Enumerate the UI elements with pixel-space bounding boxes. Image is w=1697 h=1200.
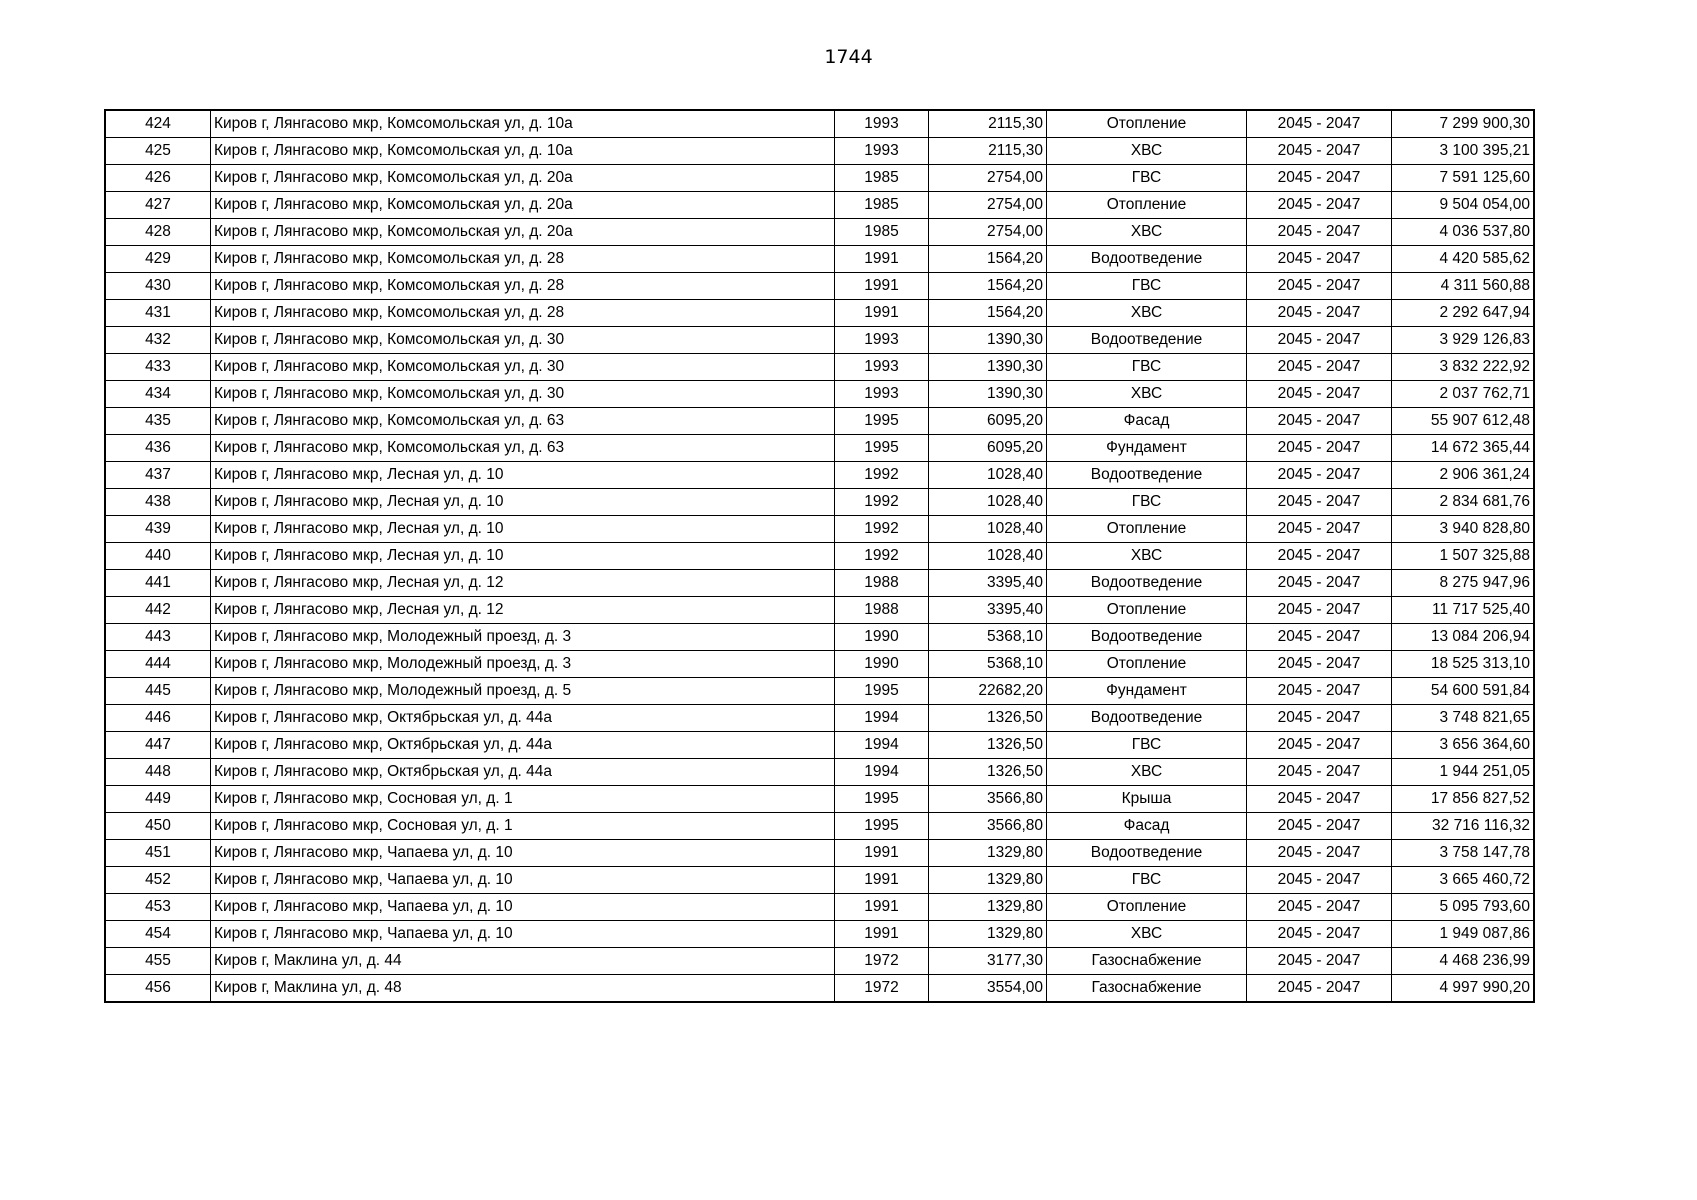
- cost-cell: 5 095 793,60: [1392, 894, 1535, 921]
- cost-cell: 2 834 681,76: [1392, 489, 1535, 516]
- area-cell: 2115,30: [929, 138, 1047, 165]
- work-type-cell: Водоотведение: [1047, 705, 1247, 732]
- year-built-cell: 1995: [835, 435, 929, 462]
- area-cell: 1028,40: [929, 462, 1047, 489]
- table-row: [105, 894, 1534, 921]
- address-cell: Киров г, Лянгасово мкр, Лесная ул, д. 12: [211, 570, 835, 597]
- cost-cell: 14 672 365,44: [1392, 435, 1535, 462]
- table-row: [105, 543, 1534, 570]
- area-cell: 3566,80: [929, 786, 1047, 813]
- work-type-cell: ХВС: [1047, 300, 1247, 327]
- row-number-cell: 445: [105, 678, 211, 705]
- year-built-cell: 1995: [835, 813, 929, 840]
- work-type-cell: Водоотведение: [1047, 840, 1247, 867]
- area-cell: 3395,40: [929, 570, 1047, 597]
- table-row: [105, 975, 1534, 1003]
- row-number-cell: 434: [105, 381, 211, 408]
- period-cell: 2045 - 2047: [1247, 867, 1392, 894]
- table-row: [105, 462, 1534, 489]
- address-cell: Киров г, Лянгасово мкр, Сосновая ул, д. 1: [211, 813, 835, 840]
- year-built-cell: 1992: [835, 462, 929, 489]
- table-row: [105, 381, 1534, 408]
- area-cell: 1390,30: [929, 354, 1047, 381]
- area-cell: 1564,20: [929, 273, 1047, 300]
- area-cell: 1326,50: [929, 705, 1047, 732]
- year-built-cell: 1990: [835, 624, 929, 651]
- row-number-cell: 448: [105, 759, 211, 786]
- address-cell: Киров г, Лянгасово мкр, Комсомольская ул, д. 10а: [211, 138, 835, 165]
- year-built-cell: 1995: [835, 408, 929, 435]
- work-type-cell: ГВС: [1047, 489, 1247, 516]
- year-built-cell: 1991: [835, 867, 929, 894]
- row-number-cell: 439: [105, 516, 211, 543]
- year-built-cell: 1990: [835, 651, 929, 678]
- address-cell: Киров г, Лянгасово мкр, Чапаева ул, д. 10: [211, 867, 835, 894]
- table-row: [105, 273, 1534, 300]
- year-built-cell: 1992: [835, 516, 929, 543]
- row-number-cell: 446: [105, 705, 211, 732]
- table-row: [105, 678, 1534, 705]
- area-cell: 3395,40: [929, 597, 1047, 624]
- period-cell: 2045 - 2047: [1247, 354, 1392, 381]
- table-row: [105, 651, 1534, 678]
- address-cell: Киров г, Лянгасово мкр, Лесная ул, д. 10: [211, 543, 835, 570]
- table-row: [105, 921, 1534, 948]
- period-cell: 2045 - 2047: [1247, 489, 1392, 516]
- page-number: 1744: [824, 46, 873, 68]
- area-cell: 1326,50: [929, 732, 1047, 759]
- area-cell: 2115,30: [929, 110, 1047, 138]
- table-row: [105, 867, 1534, 894]
- cost-cell: 11 717 525,40: [1392, 597, 1535, 624]
- cost-cell: 3 100 395,21: [1392, 138, 1535, 165]
- period-cell: 2045 - 2047: [1247, 597, 1392, 624]
- year-built-cell: 1994: [835, 732, 929, 759]
- period-cell: 2045 - 2047: [1247, 165, 1392, 192]
- work-type-cell: Отопление: [1047, 651, 1247, 678]
- work-type-cell: ХВС: [1047, 381, 1247, 408]
- address-cell: Киров г, Лянгасово мкр, Чапаева ул, д. 10: [211, 921, 835, 948]
- year-built-cell: 1991: [835, 894, 929, 921]
- work-type-cell: ХВС: [1047, 759, 1247, 786]
- cost-cell: 54 600 591,84: [1392, 678, 1535, 705]
- row-number-cell: 441: [105, 570, 211, 597]
- address-cell: Киров г, Лянгасово мкр, Лесная ул, д. 10: [211, 516, 835, 543]
- period-cell: 2045 - 2047: [1247, 110, 1392, 138]
- row-number-cell: 444: [105, 651, 211, 678]
- work-type-cell: Отопление: [1047, 894, 1247, 921]
- row-number-cell: 451: [105, 840, 211, 867]
- work-type-cell: ГВС: [1047, 732, 1247, 759]
- area-cell: 3554,00: [929, 975, 1047, 1003]
- work-type-cell: Газоснабжение: [1047, 975, 1247, 1003]
- address-cell: Киров г, Лянгасово мкр, Комсомольская ул, д. 63: [211, 408, 835, 435]
- year-built-cell: 1993: [835, 110, 929, 138]
- cost-cell: 3 656 364,60: [1392, 732, 1535, 759]
- year-built-cell: 1991: [835, 300, 929, 327]
- area-cell: 1028,40: [929, 489, 1047, 516]
- table-row: [105, 246, 1534, 273]
- area-cell: 1564,20: [929, 246, 1047, 273]
- table-row: [105, 570, 1534, 597]
- year-built-cell: 1992: [835, 543, 929, 570]
- table-row: [105, 759, 1534, 786]
- address-cell: Киров г, Лянгасово мкр, Комсомольская ул, д. 30: [211, 354, 835, 381]
- row-number-cell: 443: [105, 624, 211, 651]
- address-cell: Киров г, Лянгасово мкр, Комсомольская ул, д. 28: [211, 273, 835, 300]
- row-number-cell: 452: [105, 867, 211, 894]
- table-row: [105, 840, 1534, 867]
- table-row: [105, 813, 1534, 840]
- area-cell: 1390,30: [929, 327, 1047, 354]
- table-row: [105, 489, 1534, 516]
- year-built-cell: 1995: [835, 786, 929, 813]
- period-cell: 2045 - 2047: [1247, 705, 1392, 732]
- period-cell: 2045 - 2047: [1247, 192, 1392, 219]
- table-row: [105, 192, 1534, 219]
- area-cell: 1329,80: [929, 894, 1047, 921]
- row-number-cell: 426: [105, 165, 211, 192]
- work-type-cell: ГВС: [1047, 354, 1247, 381]
- address-cell: Киров г, Лянгасово мкр, Молодежный проезд, д. 5: [211, 678, 835, 705]
- table-row: [105, 354, 1534, 381]
- cost-cell: 1 944 251,05: [1392, 759, 1535, 786]
- address-cell: Киров г, Лянгасово мкр, Октябрьская ул, д. 44а: [211, 759, 835, 786]
- address-cell: Киров г, Лянгасово мкр, Лесная ул, д. 12: [211, 597, 835, 624]
- area-cell: 1028,40: [929, 516, 1047, 543]
- period-cell: 2045 - 2047: [1247, 813, 1392, 840]
- cost-cell: 8 275 947,96: [1392, 570, 1535, 597]
- table-row: [105, 110, 1534, 138]
- table-row: [105, 138, 1534, 165]
- cost-cell: 4 997 990,20: [1392, 975, 1535, 1003]
- work-type-cell: Фасад: [1047, 813, 1247, 840]
- period-cell: 2045 - 2047: [1247, 543, 1392, 570]
- work-type-cell: ХВС: [1047, 921, 1247, 948]
- row-number-cell: 424: [105, 110, 211, 138]
- area-cell: 6095,20: [929, 408, 1047, 435]
- period-cell: 2045 - 2047: [1247, 678, 1392, 705]
- address-cell: Киров г, Лянгасово мкр, Лесная ул, д. 10: [211, 489, 835, 516]
- row-number-cell: 430: [105, 273, 211, 300]
- year-built-cell: 1994: [835, 759, 929, 786]
- row-number-cell: 428: [105, 219, 211, 246]
- period-cell: 2045 - 2047: [1247, 570, 1392, 597]
- work-type-cell: Крыша: [1047, 786, 1247, 813]
- work-type-cell: Фасад: [1047, 408, 1247, 435]
- row-number-cell: 425: [105, 138, 211, 165]
- row-number-cell: 435: [105, 408, 211, 435]
- year-built-cell: 1994: [835, 705, 929, 732]
- area-cell: 6095,20: [929, 435, 1047, 462]
- address-cell: Киров г, Лянгасово мкр, Молодежный проезд, д. 3: [211, 624, 835, 651]
- period-cell: 2045 - 2047: [1247, 975, 1392, 1003]
- row-number-cell: 433: [105, 354, 211, 381]
- period-cell: 2045 - 2047: [1247, 624, 1392, 651]
- year-built-cell: 1988: [835, 570, 929, 597]
- area-cell: 1564,20: [929, 300, 1047, 327]
- cost-cell: 1 949 087,86: [1392, 921, 1535, 948]
- work-type-cell: ГВС: [1047, 165, 1247, 192]
- address-cell: Киров г, Лянгасово мкр, Комсомольская ул, д. 20а: [211, 219, 835, 246]
- row-number-cell: 456: [105, 975, 211, 1003]
- area-cell: 5368,10: [929, 624, 1047, 651]
- work-type-cell: Отопление: [1047, 110, 1247, 138]
- year-built-cell: 1993: [835, 327, 929, 354]
- cost-cell: 3 929 126,83: [1392, 327, 1535, 354]
- address-cell: Киров г, Лянгасово мкр, Чапаева ул, д. 10: [211, 840, 835, 867]
- year-built-cell: 1988: [835, 597, 929, 624]
- table-row: [105, 948, 1534, 975]
- address-cell: Киров г, Лянгасово мкр, Октябрьская ул, д. 44а: [211, 732, 835, 759]
- table-row: [105, 516, 1534, 543]
- table-row: [105, 732, 1534, 759]
- period-cell: 2045 - 2047: [1247, 921, 1392, 948]
- period-cell: 2045 - 2047: [1247, 840, 1392, 867]
- work-type-cell: ХВС: [1047, 138, 1247, 165]
- work-type-cell: Газоснабжение: [1047, 948, 1247, 975]
- work-type-cell: Отопление: [1047, 516, 1247, 543]
- work-type-cell: ГВС: [1047, 273, 1247, 300]
- area-cell: 2754,00: [929, 165, 1047, 192]
- row-number-cell: 440: [105, 543, 211, 570]
- period-cell: 2045 - 2047: [1247, 462, 1392, 489]
- area-cell: 22682,20: [929, 678, 1047, 705]
- year-built-cell: 1991: [835, 273, 929, 300]
- address-cell: Киров г, Лянгасово мкр, Комсомольская ул, д. 30: [211, 381, 835, 408]
- address-cell: Киров г, Лянгасово мкр, Лесная ул, д. 10: [211, 462, 835, 489]
- period-cell: 2045 - 2047: [1247, 300, 1392, 327]
- cost-cell: 3 748 821,65: [1392, 705, 1535, 732]
- cost-cell: 4 311 560,88: [1392, 273, 1535, 300]
- address-cell: Киров г, Лянгасово мкр, Комсомольская ул, д. 20а: [211, 165, 835, 192]
- cost-cell: 3 832 222,92: [1392, 354, 1535, 381]
- address-cell: Киров г, Лянгасово мкр, Комсомольская ул, д. 28: [211, 246, 835, 273]
- period-cell: 2045 - 2047: [1247, 435, 1392, 462]
- cost-cell: 4 036 537,80: [1392, 219, 1535, 246]
- period-cell: 2045 - 2047: [1247, 138, 1392, 165]
- year-built-cell: 1992: [835, 489, 929, 516]
- year-built-cell: 1995: [835, 678, 929, 705]
- address-cell: Киров г, Лянгасово мкр, Чапаева ул, д. 10: [211, 894, 835, 921]
- period-cell: 2045 - 2047: [1247, 273, 1392, 300]
- table-row: [105, 219, 1534, 246]
- year-built-cell: 1993: [835, 354, 929, 381]
- cost-cell: 4 468 236,99: [1392, 948, 1535, 975]
- year-built-cell: 1991: [835, 921, 929, 948]
- year-built-cell: 1993: [835, 138, 929, 165]
- period-cell: 2045 - 2047: [1247, 786, 1392, 813]
- row-number-cell: 449: [105, 786, 211, 813]
- address-cell: Киров г, Лянгасово мкр, Октябрьская ул, д. 44а: [211, 705, 835, 732]
- address-cell: Киров г, Маклина ул, д. 44: [211, 948, 835, 975]
- row-number-cell: 442: [105, 597, 211, 624]
- work-type-cell: Фундамент: [1047, 435, 1247, 462]
- year-built-cell: 1985: [835, 165, 929, 192]
- cost-cell: 7 299 900,30: [1392, 110, 1535, 138]
- cost-cell: 13 084 206,94: [1392, 624, 1535, 651]
- area-cell: 5368,10: [929, 651, 1047, 678]
- work-type-cell: Фундамент: [1047, 678, 1247, 705]
- period-cell: 2045 - 2047: [1247, 516, 1392, 543]
- cost-cell: 17 856 827,52: [1392, 786, 1535, 813]
- work-type-cell: Водоотведение: [1047, 462, 1247, 489]
- cost-cell: 18 525 313,10: [1392, 651, 1535, 678]
- registry-table-body: [105, 110, 1534, 1002]
- area-cell: 1028,40: [929, 543, 1047, 570]
- table-row: [105, 300, 1534, 327]
- row-number-cell: 453: [105, 894, 211, 921]
- period-cell: 2045 - 2047: [1247, 246, 1392, 273]
- row-number-cell: 447: [105, 732, 211, 759]
- area-cell: 2754,00: [929, 192, 1047, 219]
- period-cell: 2045 - 2047: [1247, 219, 1392, 246]
- period-cell: 2045 - 2047: [1247, 651, 1392, 678]
- work-type-cell: Водоотведение: [1047, 246, 1247, 273]
- address-cell: Киров г, Лянгасово мкр, Комсомольская ул, д. 10а: [211, 110, 835, 138]
- row-number-cell: 436: [105, 435, 211, 462]
- address-cell: Киров г, Лянгасово мкр, Комсомольская ул, д. 63: [211, 435, 835, 462]
- address-cell: Киров г, Маклина ул, д. 48: [211, 975, 835, 1003]
- area-cell: 1390,30: [929, 381, 1047, 408]
- period-cell: 2045 - 2047: [1247, 381, 1392, 408]
- year-built-cell: 1991: [835, 246, 929, 273]
- cost-cell: 3 758 147,78: [1392, 840, 1535, 867]
- table-row: [105, 624, 1534, 651]
- work-type-cell: ХВС: [1047, 543, 1247, 570]
- cost-cell: 3 665 460,72: [1392, 867, 1535, 894]
- year-built-cell: 1991: [835, 840, 929, 867]
- work-type-cell: ХВС: [1047, 219, 1247, 246]
- registry-table: [104, 109, 1535, 1003]
- period-cell: 2045 - 2047: [1247, 408, 1392, 435]
- period-cell: 2045 - 2047: [1247, 759, 1392, 786]
- work-type-cell: Водоотведение: [1047, 327, 1247, 354]
- address-cell: Киров г, Лянгасово мкр, Сосновая ул, д. 1: [211, 786, 835, 813]
- period-cell: 2045 - 2047: [1247, 732, 1392, 759]
- period-cell: 2045 - 2047: [1247, 894, 1392, 921]
- work-type-cell: ГВС: [1047, 867, 1247, 894]
- cost-cell: 9 504 054,00: [1392, 192, 1535, 219]
- row-number-cell: 438: [105, 489, 211, 516]
- table-row: [105, 786, 1534, 813]
- year-built-cell: 1993: [835, 381, 929, 408]
- work-type-cell: Отопление: [1047, 597, 1247, 624]
- period-cell: 2045 - 2047: [1247, 327, 1392, 354]
- row-number-cell: 450: [105, 813, 211, 840]
- table-row: [105, 597, 1534, 624]
- row-number-cell: 431: [105, 300, 211, 327]
- area-cell: 3177,30: [929, 948, 1047, 975]
- cost-cell: 3 940 828,80: [1392, 516, 1535, 543]
- year-built-cell: 1985: [835, 219, 929, 246]
- work-type-cell: Водоотведение: [1047, 624, 1247, 651]
- cost-cell: 2 292 647,94: [1392, 300, 1535, 327]
- address-cell: Киров г, Лянгасово мкр, Комсомольская ул, д. 28: [211, 300, 835, 327]
- work-type-cell: Отопление: [1047, 192, 1247, 219]
- area-cell: 1329,80: [929, 921, 1047, 948]
- cost-cell: 32 716 116,32: [1392, 813, 1535, 840]
- row-number-cell: 427: [105, 192, 211, 219]
- year-built-cell: 1985: [835, 192, 929, 219]
- table-row: [105, 705, 1534, 732]
- cost-cell: 2 037 762,71: [1392, 381, 1535, 408]
- cost-cell: 55 907 612,48: [1392, 408, 1535, 435]
- period-cell: 2045 - 2047: [1247, 948, 1392, 975]
- address-cell: Киров г, Лянгасово мкр, Молодежный проезд, д. 3: [211, 651, 835, 678]
- area-cell: 1326,50: [929, 759, 1047, 786]
- row-number-cell: 455: [105, 948, 211, 975]
- cost-cell: 4 420 585,62: [1392, 246, 1535, 273]
- row-number-cell: 454: [105, 921, 211, 948]
- address-cell: Киров г, Лянгасово мкр, Комсомольская ул, д. 30: [211, 327, 835, 354]
- cost-cell: 2 906 361,24: [1392, 462, 1535, 489]
- area-cell: 1329,80: [929, 840, 1047, 867]
- cost-cell: 1 507 325,88: [1392, 543, 1535, 570]
- table-row: [105, 165, 1534, 192]
- area-cell: 1329,80: [929, 867, 1047, 894]
- table-row: [105, 327, 1534, 354]
- row-number-cell: 432: [105, 327, 211, 354]
- address-cell: Киров г, Лянгасово мкр, Комсомольская ул, д. 20а: [211, 192, 835, 219]
- year-built-cell: 1972: [835, 948, 929, 975]
- area-cell: 3566,80: [929, 813, 1047, 840]
- row-number-cell: 437: [105, 462, 211, 489]
- table-row: [105, 408, 1534, 435]
- row-number-cell: 429: [105, 246, 211, 273]
- table-row: [105, 435, 1534, 462]
- work-type-cell: Водоотведение: [1047, 570, 1247, 597]
- year-built-cell: 1972: [835, 975, 929, 1003]
- area-cell: 2754,00: [929, 219, 1047, 246]
- cost-cell: 7 591 125,60: [1392, 165, 1535, 192]
